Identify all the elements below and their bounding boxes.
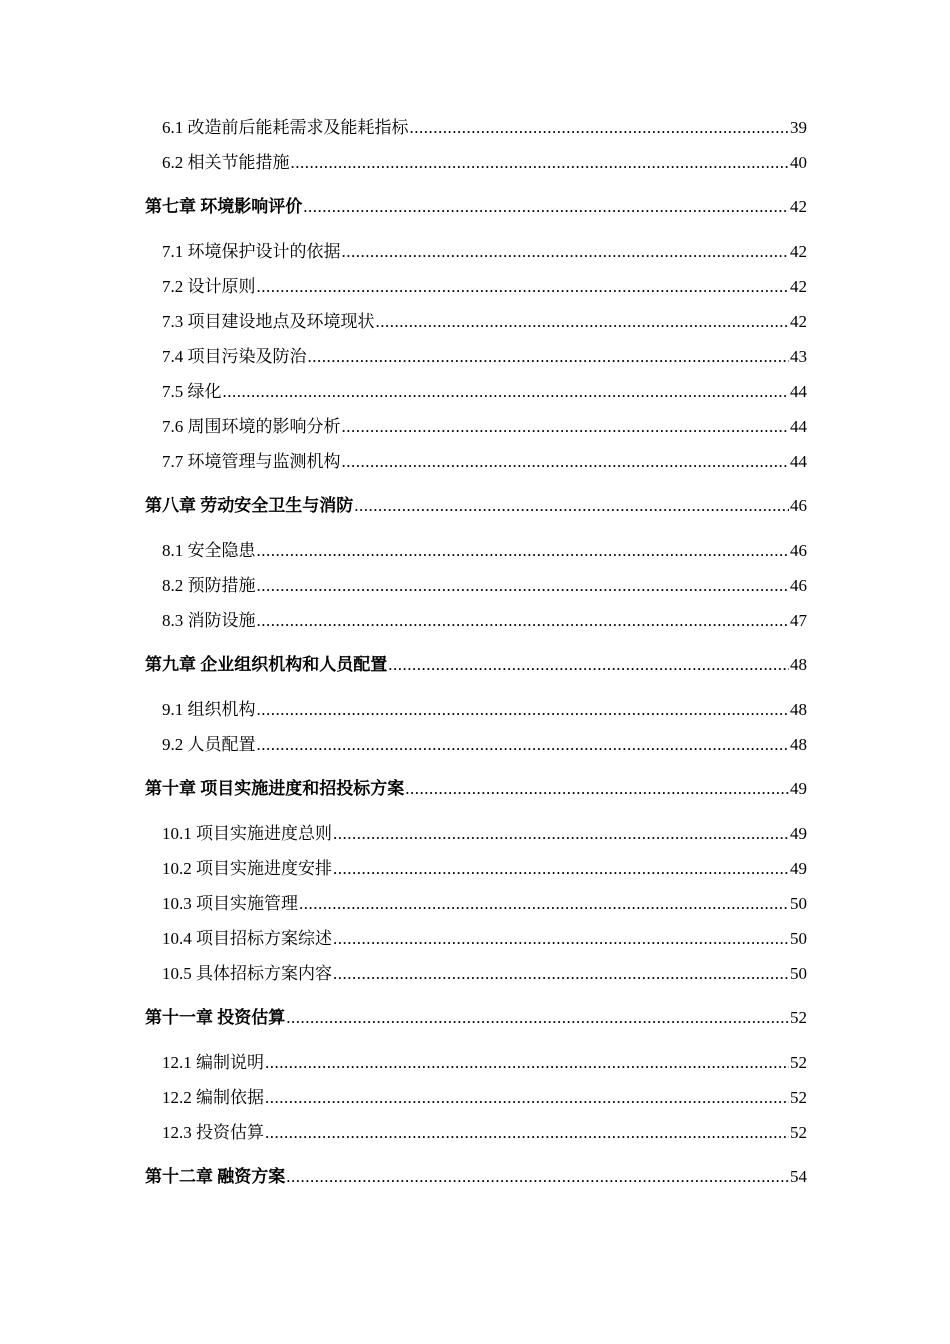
toc-section-entry[interactable] xyxy=(162,540,807,562)
toc-dot-leader xyxy=(257,575,790,597)
toc-page-number: 44 xyxy=(790,417,807,436)
toc-chapter-entry[interactable] xyxy=(145,778,807,800)
toc-section-entry[interactable] xyxy=(162,276,807,298)
toc-section-entry[interactable] xyxy=(162,1087,807,1109)
toc-page-number: 48 xyxy=(790,700,807,719)
toc-dot-leader xyxy=(265,1052,789,1074)
toc-page-number: 50 xyxy=(790,894,807,913)
toc-dot-leader xyxy=(257,610,790,632)
toc-page-number: 48 xyxy=(790,735,807,754)
toc-entry-label: 7.3 项目建设地点及环境现状 xyxy=(162,312,375,331)
toc-page-number: 52 xyxy=(790,1053,807,1072)
toc-page-number: 46 xyxy=(790,496,807,515)
toc-page-number: 52 xyxy=(790,1123,807,1142)
toc-entry-label: 12.1 编制说明 xyxy=(162,1053,264,1072)
toc-dot-leader xyxy=(376,311,790,333)
toc-dot-leader xyxy=(333,928,789,950)
toc-chapter-entry[interactable] xyxy=(145,1007,807,1029)
toc-dot-leader xyxy=(265,1122,789,1144)
toc-dot-leader xyxy=(286,1007,789,1029)
toc-section-entry[interactable] xyxy=(162,381,807,403)
toc-page-number: 43 xyxy=(790,347,807,366)
toc-entry-label: 7.5 绿化 xyxy=(162,382,222,401)
toc-page-number: 42 xyxy=(790,197,807,216)
toc-chapter-entry[interactable] xyxy=(145,654,807,676)
toc-section-entry[interactable] xyxy=(162,610,807,632)
toc-entry-label: 第十一章 投资估算 xyxy=(145,1008,286,1027)
toc-dot-leader xyxy=(342,241,790,263)
toc-entry-label: 8.3 消防设施 xyxy=(162,611,256,630)
toc-page-number: 42 xyxy=(790,277,807,296)
toc-dot-leader xyxy=(257,734,790,756)
toc-entry-label: 9.1 组织机构 xyxy=(162,700,256,719)
toc-dot-leader xyxy=(333,858,789,880)
toc-entry-label: 7.1 环境保护设计的依据 xyxy=(162,242,341,261)
toc-entry-label: 12.2 编制依据 xyxy=(162,1088,264,1107)
toc-page-number: 49 xyxy=(790,824,807,843)
toc-entry-label: 第七章 环境影响评价 xyxy=(145,197,303,216)
toc-entry-label: 9.2 人员配置 xyxy=(162,735,256,754)
toc-dot-leader xyxy=(291,152,790,174)
toc-chapter-entry[interactable] xyxy=(145,196,807,218)
toc-page-number: 50 xyxy=(790,929,807,948)
toc-section-entry[interactable] xyxy=(162,451,807,473)
toc-page-number: 47 xyxy=(790,611,807,630)
toc-section-entry[interactable] xyxy=(162,241,807,263)
toc-entry-label: 10.3 项目实施管理 xyxy=(162,894,298,913)
toc-dot-leader xyxy=(257,276,790,298)
toc-entry-label: 6.1 改造前后能耗需求及能耗指标 xyxy=(162,118,409,137)
toc-entry-label: 10.5 具体招标方案内容 xyxy=(162,964,332,983)
toc-page-number: 54 xyxy=(790,1167,807,1186)
toc-entry-label: 第八章 劳动安全卫生与消防 xyxy=(145,496,354,515)
toc-dot-leader xyxy=(308,346,790,368)
toc-section-entry[interactable] xyxy=(162,311,807,333)
toc-section-entry[interactable] xyxy=(162,575,807,597)
toc-entry-label: 10.1 项目实施进度总则 xyxy=(162,824,332,843)
toc-entry-label: 第十二章 融资方案 xyxy=(145,1167,286,1186)
toc-section-entry[interactable] xyxy=(162,823,807,845)
toc-section-entry[interactable] xyxy=(162,416,807,438)
toc-dot-leader xyxy=(342,451,790,473)
toc-dot-leader xyxy=(342,416,790,438)
toc-entry-label: 7.4 项目污染及防治 xyxy=(162,347,307,366)
toc-page-number: 48 xyxy=(790,655,807,674)
toc-page-number: 44 xyxy=(790,382,807,401)
toc-page-number: 52 xyxy=(790,1088,807,1107)
toc-dot-leader xyxy=(405,778,789,800)
toc-dot-leader xyxy=(410,117,790,139)
toc-section-entry[interactable] xyxy=(162,893,807,915)
toc-page-number: 46 xyxy=(790,576,807,595)
toc-entry-label: 12.3 投资估算 xyxy=(162,1123,264,1142)
toc-section-entry[interactable] xyxy=(162,858,807,880)
toc-page-number: 44 xyxy=(790,452,807,471)
toc-dot-leader xyxy=(299,893,789,915)
toc-dot-leader xyxy=(223,381,790,403)
toc-section-entry[interactable] xyxy=(162,1052,807,1074)
toc-section-entry[interactable] xyxy=(162,699,807,721)
toc-page-number: 42 xyxy=(790,242,807,261)
toc-entry-label: 8.1 安全隐患 xyxy=(162,541,256,560)
toc-page-number: 50 xyxy=(790,964,807,983)
toc-dot-leader xyxy=(333,963,789,985)
toc-entry-label: 第十章 项目实施进度和招投标方案 xyxy=(145,779,405,798)
toc-dot-leader xyxy=(286,1166,789,1188)
toc-section-entry[interactable] xyxy=(162,152,807,174)
toc-chapter-entry[interactable] xyxy=(145,495,807,517)
toc-chapter-entry[interactable] xyxy=(145,1166,807,1188)
toc-entry-label: 6.2 相关节能措施 xyxy=(162,153,290,172)
toc-entry-label: 第九章 企业组织机构和人员配置 xyxy=(145,655,388,674)
toc-section-entry[interactable] xyxy=(162,1122,807,1144)
toc-section-entry[interactable] xyxy=(162,963,807,985)
toc-dot-leader xyxy=(388,654,789,676)
toc-entry-label: 7.2 设计原则 xyxy=(162,277,256,296)
toc-section-entry[interactable] xyxy=(162,928,807,950)
toc-entry-label: 10.2 项目实施进度安排 xyxy=(162,859,332,878)
toc-entry-label: 7.7 环境管理与监测机构 xyxy=(162,452,341,471)
toc-page-number: 52 xyxy=(790,1008,807,1027)
toc-page-number: 49 xyxy=(790,779,807,798)
toc-page-number: 49 xyxy=(790,859,807,878)
toc-entry-label: 7.6 周围环境的影响分析 xyxy=(162,417,341,436)
toc-dot-leader xyxy=(257,699,790,721)
toc-page-number: 40 xyxy=(790,153,807,172)
toc-section-entry[interactable] xyxy=(162,346,807,368)
toc-section-entry[interactable] xyxy=(162,117,807,139)
toc-dot-leader xyxy=(354,495,789,517)
toc-dot-leader xyxy=(257,540,790,562)
toc-page-number: 42 xyxy=(790,312,807,331)
toc-dot-leader xyxy=(333,823,789,845)
toc-section-entry[interactable] xyxy=(162,734,807,756)
toc-page-number: 46 xyxy=(790,541,807,560)
toc-entry-label: 8.2 预防措施 xyxy=(162,576,256,595)
toc-dot-leader xyxy=(265,1087,789,1109)
toc-page-number: 39 xyxy=(790,118,807,137)
toc-dot-leader xyxy=(303,196,789,218)
toc-entry-label: 10.4 项目招标方案综述 xyxy=(162,929,332,948)
